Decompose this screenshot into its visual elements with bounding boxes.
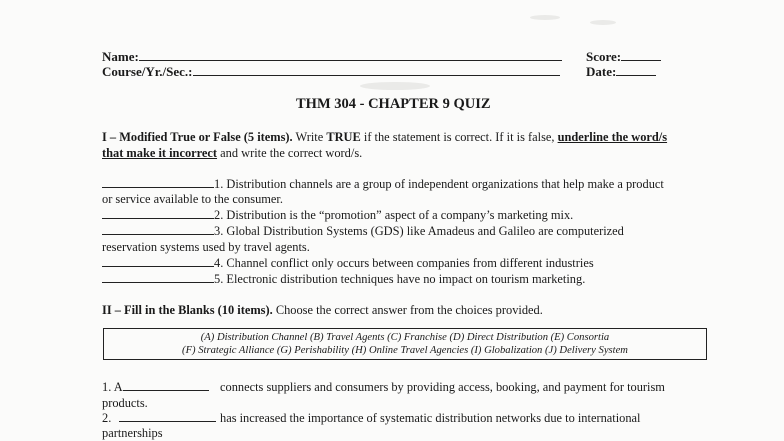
part1-instr-underline-2: that make it incorrect — [102, 146, 218, 160]
fill-item-2-num: 2. — [102, 411, 112, 425]
part1-instr-b: if the statement is correct. If it is false, — [360, 130, 558, 144]
choices-row-2: (F) Strategic Alliance (G) Perishability (H) Online Travel Agencies (I) Globalization (J) Delivery System — [182, 345, 628, 356]
tf-item-2-text: 2. Distribution is the “promotion” aspect of a company’s marketing mix. — [214, 208, 574, 222]
part1-instructions-line2 — [102, 146, 362, 161]
fill-blank-1[interactable] — [123, 390, 209, 391]
tf-item-1-text: 1. Distribution channels are a group of independent organizations that help make a product — [214, 177, 664, 191]
fill-item-2-cont: partnerships — [102, 426, 163, 440]
tf-item-2 — [102, 208, 573, 223]
choices-row-1: (A) Distribution Channel (B) Travel Agents (C) Franchise (D) Direct Distribution (E) Consortia — [200, 332, 610, 343]
part2-heading: II – Fill in the Blanks (10 items). — [102, 303, 273, 317]
tf-item-3-cont: reservation systems used by travel agents. — [102, 240, 310, 254]
tf-item-1-cont: or service available to the consumer. — [102, 192, 283, 206]
tf-item-4 — [102, 256, 594, 271]
course-blank[interactable] — [193, 75, 560, 76]
part2-instructions — [102, 303, 543, 318]
course-label: Course/Yr./Sec.: — [102, 64, 193, 79]
date-label: Date: — [586, 64, 617, 79]
part1-instr-true: TRUE — [326, 130, 361, 144]
answer-blank-4[interactable] — [102, 266, 214, 267]
name-blank[interactable] — [139, 60, 562, 61]
scan-smudge — [360, 82, 430, 90]
date-field — [586, 64, 656, 80]
name-label: Name: — [102, 49, 139, 64]
answer-blank-1[interactable] — [102, 187, 214, 188]
date-blank[interactable] — [616, 75, 656, 76]
tf-item-3-text: 3. Global Distribution Systems (GDS) like Amadeus and Galileo are computerized — [214, 224, 624, 238]
answer-blank-5[interactable] — [102, 282, 214, 283]
tf-item-4-text: 4. Channel conflict only occurs between companies from different industries — [214, 256, 594, 270]
name-field — [102, 49, 562, 65]
tf-item-5 — [102, 272, 585, 287]
score-blank[interactable] — [621, 60, 661, 61]
page-title: THM 304 - CHAPTER 9 QUIZ — [296, 96, 491, 112]
scan-smudge — [530, 15, 560, 20]
course-field — [102, 64, 560, 80]
part1-instr-underline-1: underline the word/s — [557, 130, 668, 144]
tf-item-1 — [102, 177, 664, 192]
tf-item-5-text: 5. Electronic distribution techniques have no impact on tourism marketing. — [214, 272, 586, 286]
fill-blank-2[interactable] — [119, 421, 216, 422]
part1-heading: I – Modified True or False (5 items). — [102, 130, 293, 144]
fill-item-1-cont: products. — [102, 396, 148, 410]
choices-box — [103, 328, 707, 360]
part2-instr: Choose the correct answer from the choices provided. — [272, 303, 543, 317]
answer-blank-2[interactable] — [102, 218, 214, 219]
part1-instr-c: and write the correct word/s. — [217, 146, 363, 160]
tf-item-3 — [102, 224, 624, 239]
score-label: Score: — [586, 49, 622, 64]
part1-instructions-line1 — [102, 130, 667, 145]
fill-item-2-text: has increased the importance of systematic distribution networks due to international — [220, 411, 641, 425]
part1-instr-a: Write — [292, 130, 327, 144]
fill-item-1-text: connects suppliers and consumers by providing access, booking, and payment for tourism — [220, 380, 665, 394]
fill-item-1 — [102, 380, 209, 395]
score-field — [586, 49, 661, 65]
scan-smudge — [590, 20, 616, 25]
answer-blank-3[interactable] — [102, 234, 214, 235]
fill-item-2 — [102, 411, 216, 426]
fill-item-1-num: 1. A — [102, 380, 123, 394]
